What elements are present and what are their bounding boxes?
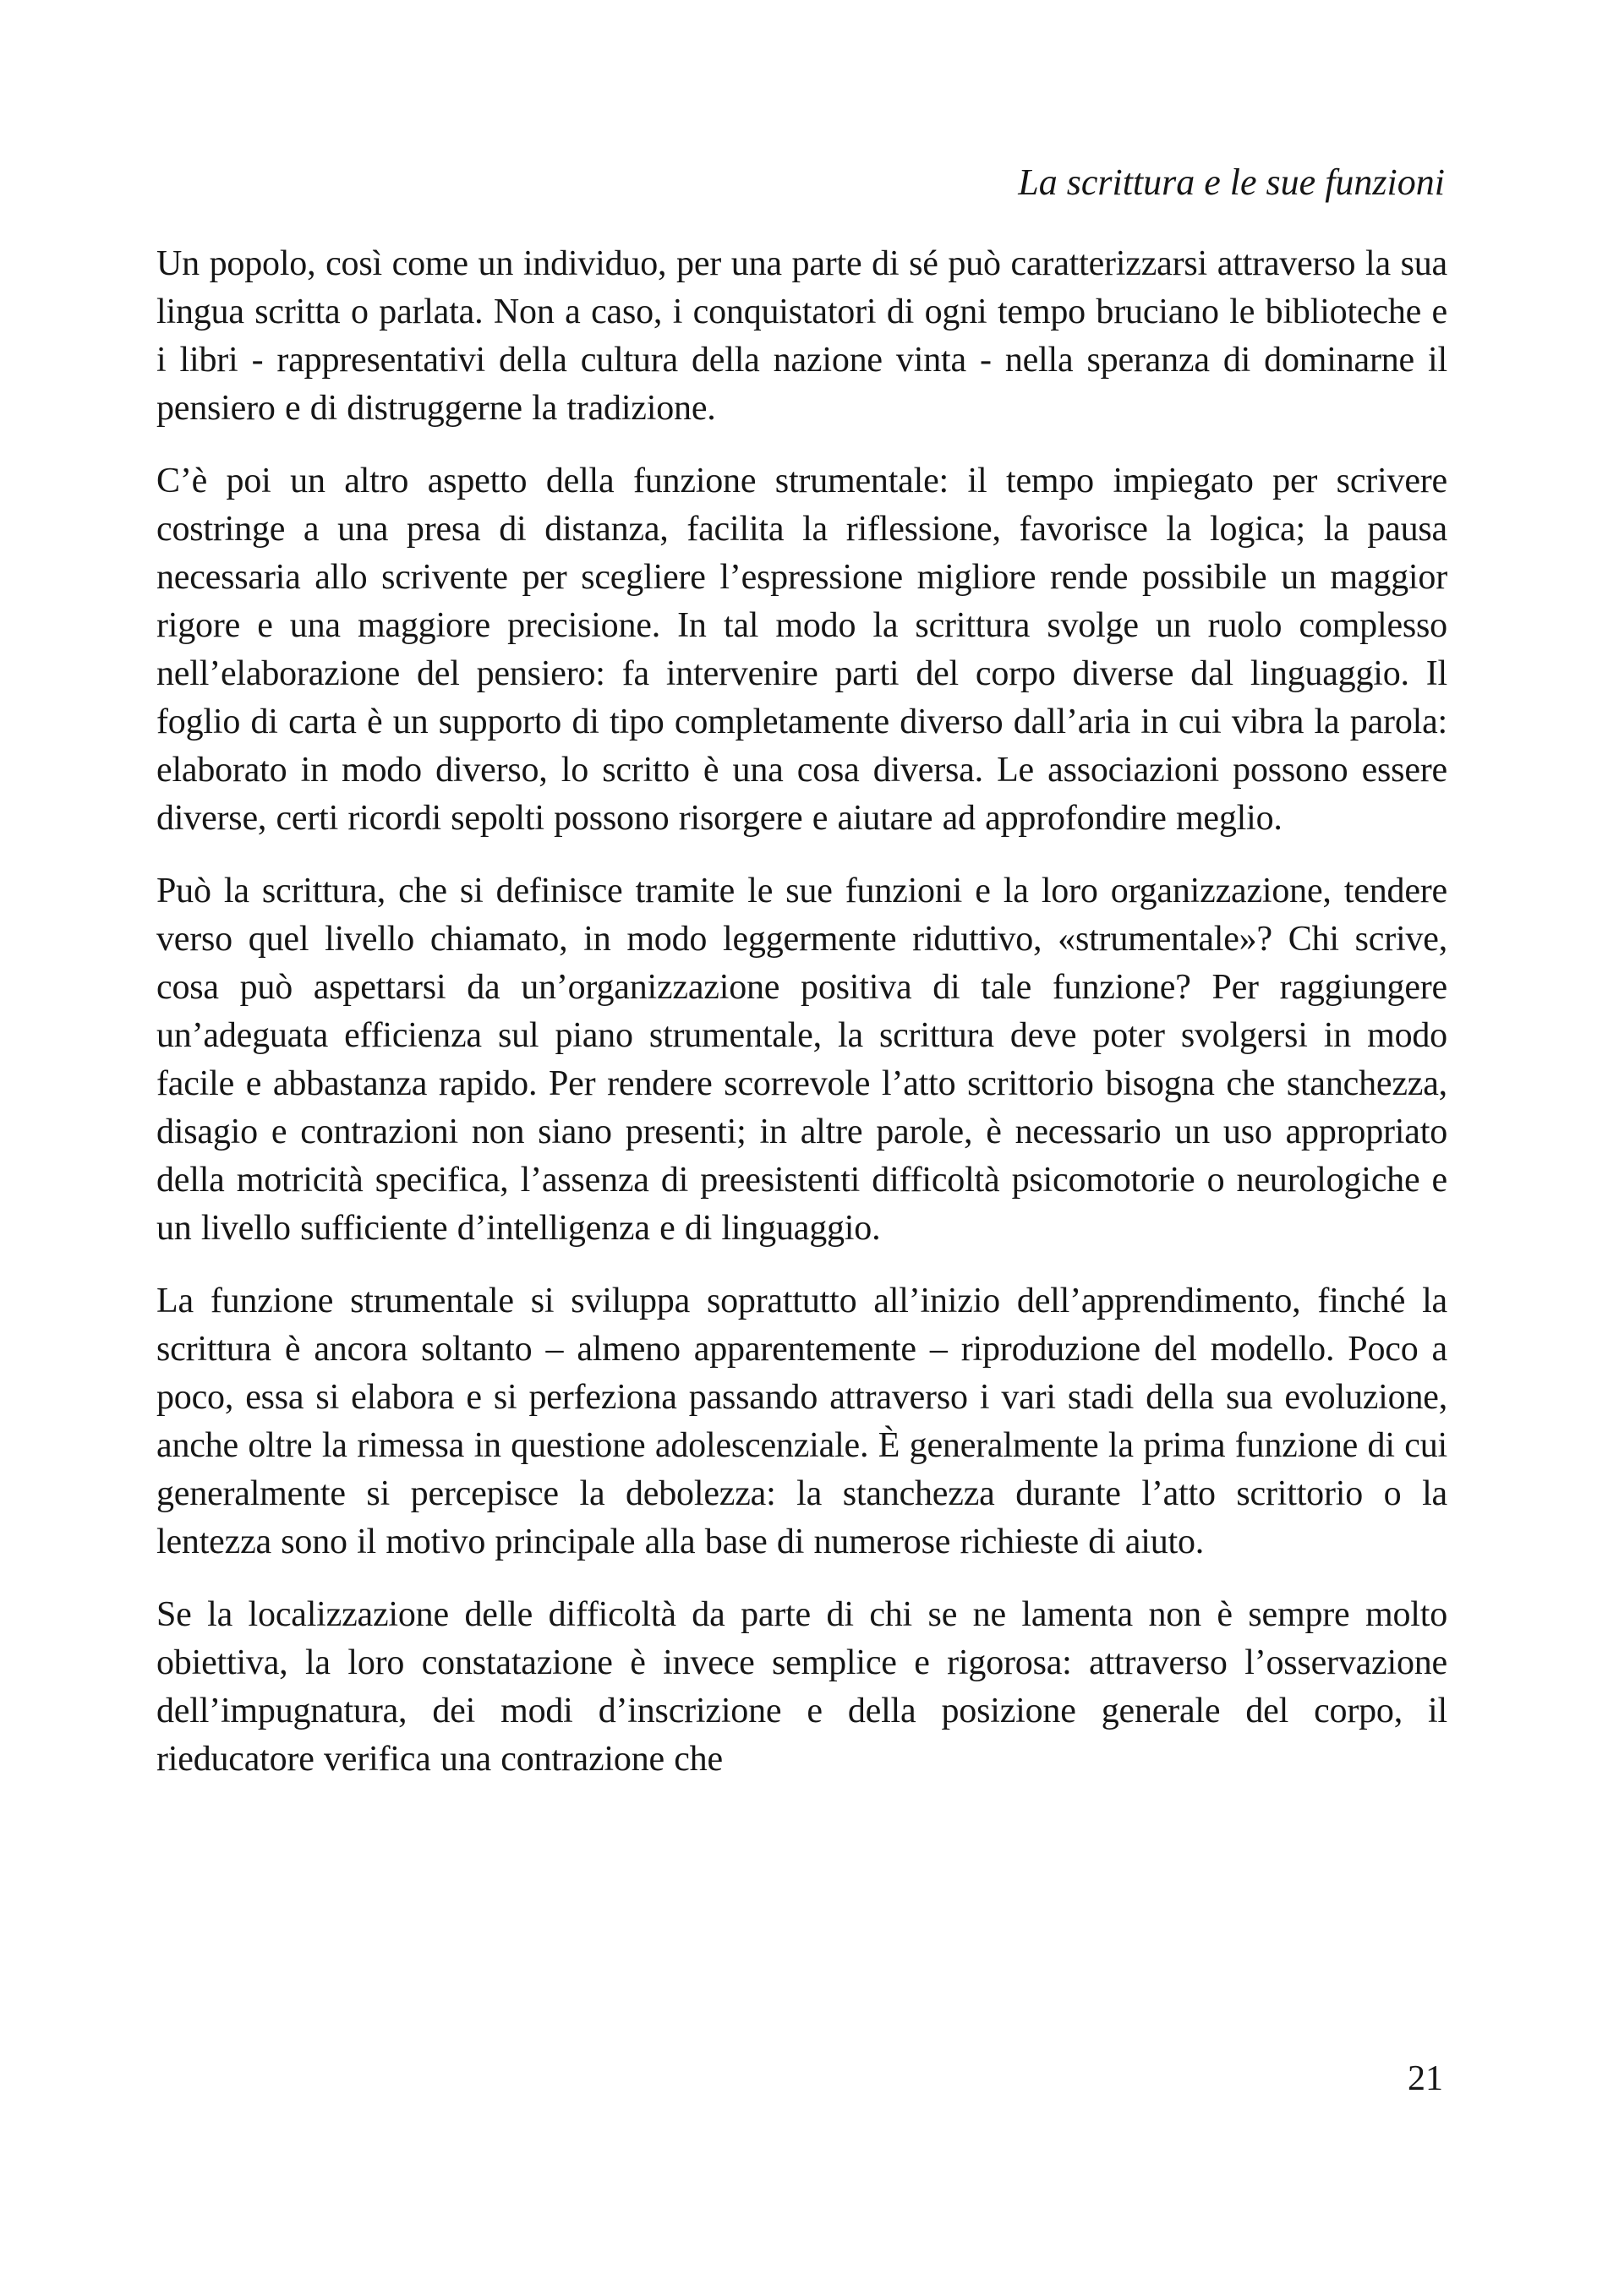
running-header-title: La scrittura e le sue funzioni: [1018, 161, 1445, 203]
paragraph-5: Se la localizzazione delle difficoltà da parte di chi se ne lamenta non è sempre molto obiettiva, la loro constatazione è invece semplice e rigorosa: attraverso l’osservazione dell’impugnatura, dei modi d’inscrizione e della posizione generale del corpo, il rieducatore verifica una contrazione che: [156, 1595, 1447, 1779]
paragraph-4: La funzione strumentale si sviluppa soprattutto all’inizio dell’apprendimento, finché la scrittura è ancora soltanto – almeno apparentemente – riproduzione del modello. Poco a poco, essa si elabora e si perfeziona passando attraverso i vari stadi della sua evoluzione, anche oltre la rimessa in questione adolescenziale. È generalmente la prima funzione di cui generalmente si percepisce la debolezza: la stanchezza durante l’atto scrittorio o la lentezza sono il motivo principale alla base di numerose richieste di aiuto.: [156, 1282, 1447, 1561]
page-body: [156, 240, 1447, 1808]
paragraph-2: C’è poi un altro aspetto della funzione strumentale: il tempo impiegato per scrivere costringe a una presa di distanza, facilita la riflessione, favorisce la logica; la pausa necessaria allo scrivente per scegliere l’espressione migliore rende possibile un maggior rigore e una maggiore precisione. In tal modo la scrittura svolge un ruolo complesso nell’elaborazione del pensiero: fa intervenire parti del corpo diverse dal linguaggio. Il foglio di carta è un supporto di tipo completamente diverso dall’aria in cui vibra la parola: elaborato in modo diverso, lo scritto è una cosa diversa. Le associazioni possono essere diverse, certi ricordi sepolti possono risorgere e aiutare ad approfondire meglio.: [156, 462, 1447, 838]
page-number: 21: [1408, 2059, 1443, 2098]
paragraph-1: Un popolo, così come un individuo, per una parte di sé può caratterizzarsi attraverso la sua lingua scritta o parlata. Non a caso, i conquistatori di ogni tempo bruciano le biblioteche e i libri - rappresentativi della cultura della nazione vinta - nella speranza di dominarne il pensiero e di distruggerne la tradizione.: [156, 244, 1447, 428]
paragraph-3: Può la scrittura, che si definisce tramite le sue funzioni e la loro organizzazione, tendere verso quel livello chiamato, in modo leggermente riduttivo, «strumentale»? Chi scrive, cosa può aspettarsi da un’organizzazione positiva di tale funzione? Per raggiungere un’adeguata efficienza sul piano strumentale, la scrittura deve poter svolgersi in modo facile e abbastanza rapido. Per rendere scorrevole l’atto scrittorio bisogna che stanchezza, disagio e contrazioni non siano presenti; in altre parole, è necessario un uso appropriato della motricità specifica, l’assenza di preesistenti difficoltà psicomotorie o neurologiche e un livello sufficiente d’intelligenza e di linguaggio.: [156, 872, 1447, 1248]
